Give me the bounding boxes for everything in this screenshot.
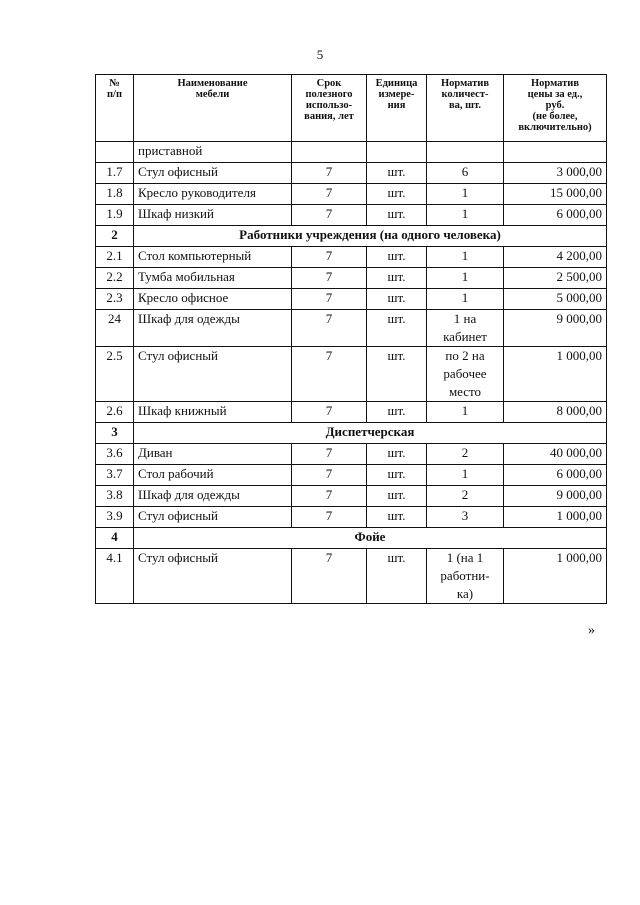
row-qty: 1 [427, 247, 504, 268]
header-line: ния [387, 100, 406, 111]
header-num [96, 75, 134, 142]
header-line: количест- [441, 89, 489, 100]
furniture-norms-table [95, 74, 607, 604]
row-price: 5 000,00 [504, 289, 607, 310]
table-row [96, 465, 607, 486]
section-title: Фойе [134, 528, 607, 549]
header-line: руб. [545, 100, 565, 111]
row-qty: 1 [427, 205, 504, 226]
row-num: 1.7 [96, 163, 134, 184]
table-row [96, 247, 607, 268]
table-header-row [96, 75, 607, 142]
row-num: 24 [96, 310, 134, 347]
header-line: Норматив [440, 78, 490, 89]
header-line: вания, лет [304, 111, 354, 122]
row-term: 7 [292, 184, 367, 205]
table-row [96, 268, 607, 289]
table-row [96, 486, 607, 507]
closing-quote-mark: » [588, 623, 595, 638]
row-unit [367, 142, 427, 163]
header-line: Единица [375, 78, 418, 89]
section-num: 3 [96, 423, 134, 444]
table-row [96, 163, 607, 184]
header-line: п/п [106, 89, 123, 100]
row-price: 3 000,00 [504, 163, 607, 184]
header-line: ва, шт. [448, 100, 482, 111]
section-row [96, 528, 607, 549]
row-price: 1 000,00 [504, 507, 607, 528]
row-term: 7 [292, 465, 367, 486]
row-num [96, 142, 134, 163]
row-qty: 6 [427, 163, 504, 184]
qty-line: место [448, 384, 482, 399]
row-qty [427, 549, 504, 604]
qty-line: по 2 на [445, 348, 485, 363]
header-line: включительно) [518, 122, 592, 133]
row-unit: шт. [367, 402, 427, 423]
header-line: цены за ед., [527, 89, 583, 100]
row-unit: шт. [367, 444, 427, 465]
header-line: Норматив [530, 78, 580, 89]
row-term: 7 [292, 289, 367, 310]
row-term: 7 [292, 347, 367, 402]
section-row [96, 226, 607, 247]
section-num: 4 [96, 528, 134, 549]
table-row [96, 444, 607, 465]
row-name: Стул офисный [134, 549, 292, 604]
row-name: Стул офисный [134, 347, 292, 402]
row-qty [427, 347, 504, 402]
row-term: 7 [292, 444, 367, 465]
header-line: № [109, 78, 120, 89]
row-term: 7 [292, 486, 367, 507]
row-price: 6 000,00 [504, 465, 607, 486]
row-num: 2.1 [96, 247, 134, 268]
header-line: полезного [305, 89, 353, 100]
header-unit [367, 75, 427, 142]
row-name: Тумба мобильная [134, 268, 292, 289]
row-name: приставной [134, 142, 292, 163]
row-price [504, 142, 607, 163]
row-unit: шт. [367, 310, 427, 347]
row-price: 2 500,00 [504, 268, 607, 289]
row-qty: 3 [427, 507, 504, 528]
row-name: Стул офисный [134, 507, 292, 528]
row-name: Кресло руководителя [134, 184, 292, 205]
row-term: 7 [292, 268, 367, 289]
row-qty: 2 [427, 486, 504, 507]
page-number: 5 [316, 47, 324, 62]
row-term: 7 [292, 549, 367, 604]
row-term: 7 [292, 402, 367, 423]
section-title: Работники учреждения (на одного человека) [134, 226, 607, 247]
header-line: мебели [195, 89, 230, 100]
row-unit: шт. [367, 549, 427, 604]
row-qty: 2 [427, 444, 504, 465]
row-price: 8 000,00 [504, 402, 607, 423]
row-qty: 1 [427, 402, 504, 423]
row-num: 1.8 [96, 184, 134, 205]
qty-line: ка) [456, 586, 474, 601]
qty-line: 1 (на 1 [446, 550, 484, 565]
row-term [292, 142, 367, 163]
header-line: Срок [316, 78, 342, 89]
row-name: Шкаф низкий [134, 205, 292, 226]
row-qty [427, 310, 504, 347]
row-num: 3.9 [96, 507, 134, 528]
header-line: измере- [378, 89, 415, 100]
row-num: 2.3 [96, 289, 134, 310]
row-name: Стул офисный [134, 163, 292, 184]
header-line: использо- [305, 100, 353, 111]
qty-line: 1 на [453, 311, 477, 326]
row-price: 4 200,00 [504, 247, 607, 268]
section-row [96, 423, 607, 444]
row-price: 40 000,00 [504, 444, 607, 465]
row-num: 4.1 [96, 549, 134, 604]
row-unit: шт. [367, 247, 427, 268]
qty-line: кабинет [443, 329, 487, 344]
row-name: Шкаф книжный [134, 402, 292, 423]
table-row [96, 549, 607, 604]
table-row [96, 142, 607, 163]
table-row [96, 310, 607, 347]
row-unit: шт. [367, 268, 427, 289]
row-term: 7 [292, 310, 367, 347]
row-unit: шт. [367, 163, 427, 184]
table-row [96, 205, 607, 226]
row-unit: шт. [367, 507, 427, 528]
row-term: 7 [292, 247, 367, 268]
section-num: 2 [96, 226, 134, 247]
row-qty: 1 [427, 289, 504, 310]
section-title: Диспетчерская [134, 423, 607, 444]
header-line: (не более, [532, 111, 578, 122]
row-unit: шт. [367, 486, 427, 507]
row-unit: шт. [367, 465, 427, 486]
table-row [96, 184, 607, 205]
row-qty: 1 [427, 268, 504, 289]
table-row [96, 507, 607, 528]
row-num: 2.5 [96, 347, 134, 402]
table-row [96, 402, 607, 423]
row-term: 7 [292, 507, 367, 528]
row-price: 1 000,00 [504, 549, 607, 604]
row-num: 3.6 [96, 444, 134, 465]
row-unit: шт. [367, 347, 427, 402]
row-price: 9 000,00 [504, 486, 607, 507]
table-row [96, 347, 607, 402]
qty-line: рабочее [443, 366, 487, 381]
row-name: Шкаф для одежды [134, 310, 292, 347]
header-term [292, 75, 367, 142]
row-price: 9 000,00 [504, 310, 607, 347]
row-unit: шт. [367, 205, 427, 226]
row-qty: 1 [427, 184, 504, 205]
row-num: 2.6 [96, 402, 134, 423]
row-num: 3.8 [96, 486, 134, 507]
row-name: Шкаф для одежды [134, 486, 292, 507]
row-num: 2.2 [96, 268, 134, 289]
header-line: Наименование [177, 78, 248, 89]
row-price: 6 000,00 [504, 205, 607, 226]
row-name: Стол компьютерный [134, 247, 292, 268]
row-term: 7 [292, 163, 367, 184]
row-num: 3.7 [96, 465, 134, 486]
row-qty [427, 142, 504, 163]
header-name [134, 75, 292, 142]
header-price [504, 75, 607, 142]
row-price: 1 000,00 [504, 347, 607, 402]
row-num: 1.9 [96, 205, 134, 226]
row-name: Диван [134, 444, 292, 465]
qty-line: работни- [440, 568, 490, 583]
row-qty: 1 [427, 465, 504, 486]
row-unit: шт. [367, 184, 427, 205]
row-term: 7 [292, 205, 367, 226]
row-price: 15 000,00 [504, 184, 607, 205]
header-qty [427, 75, 504, 142]
row-name: Стол рабочий [134, 465, 292, 486]
table-row [96, 289, 607, 310]
row-unit: шт. [367, 289, 427, 310]
row-name: Кресло офисное [134, 289, 292, 310]
